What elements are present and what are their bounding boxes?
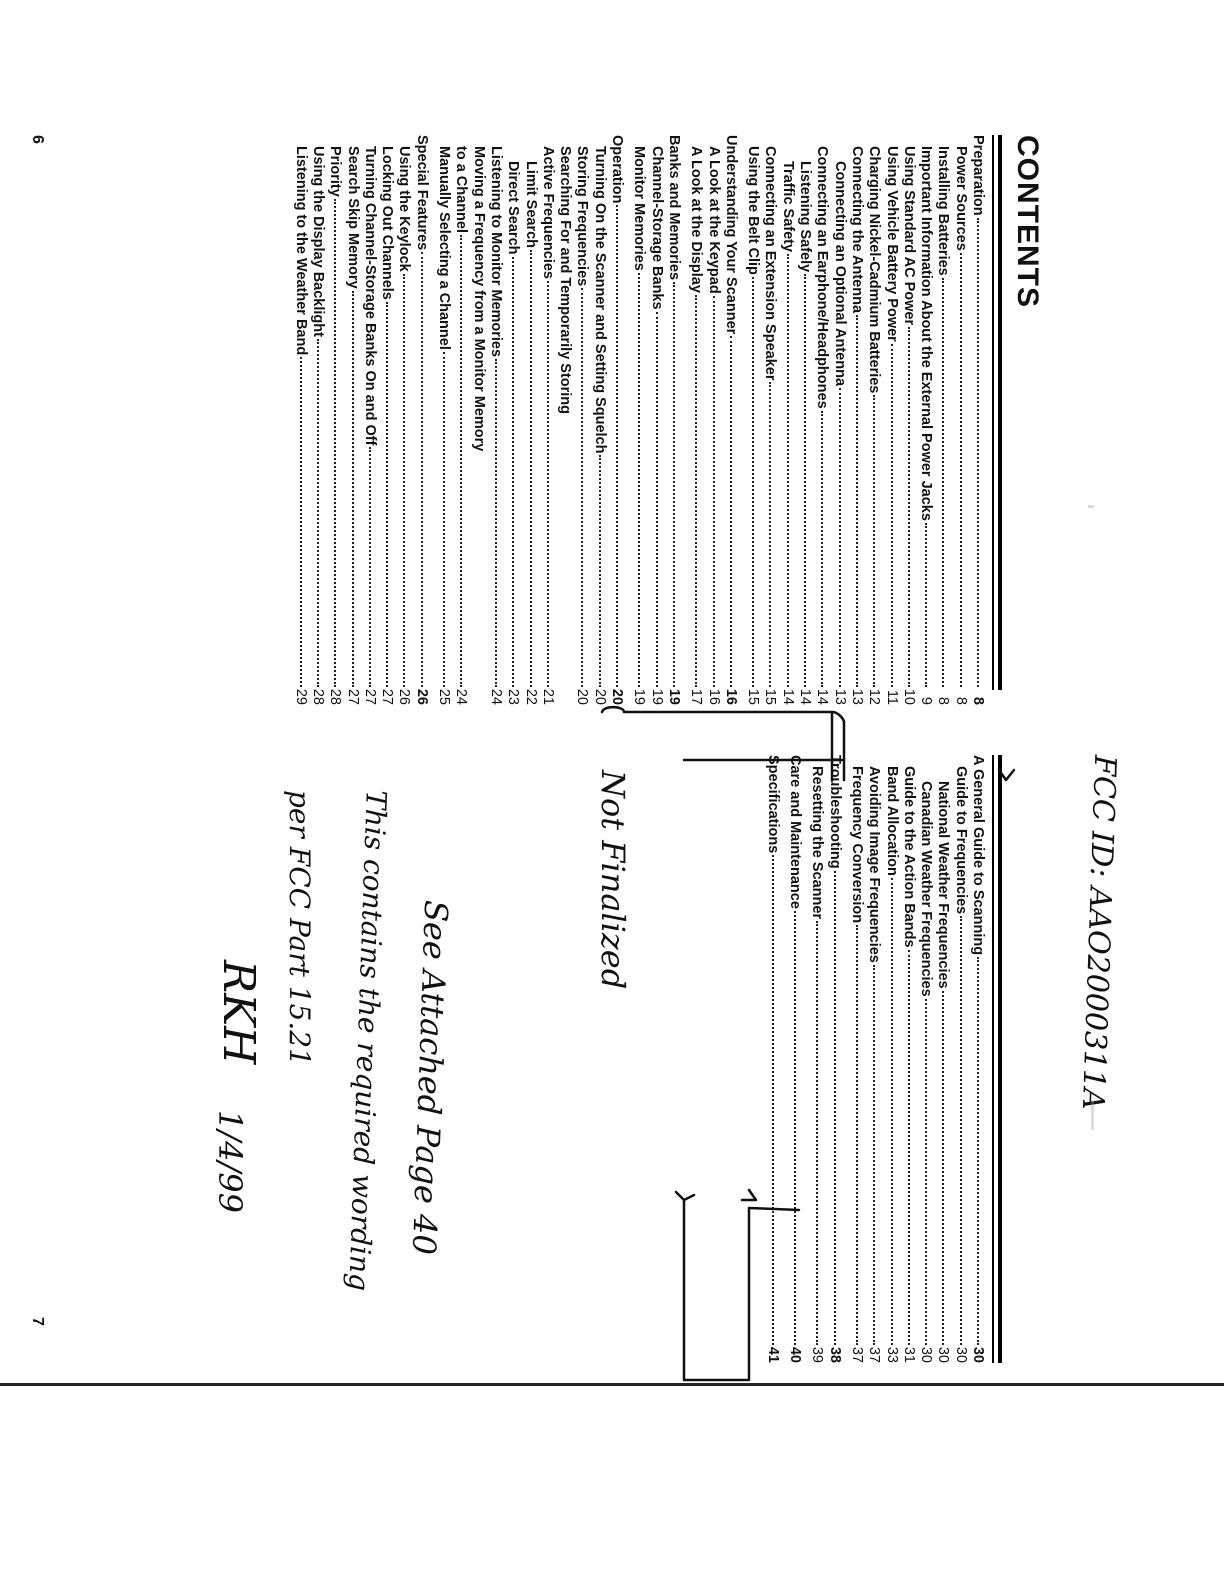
page-number-right: 7 [29,1317,46,1326]
toc-entry-label: Turning On the Scanner and Setting Squelch [591,146,608,454]
scan-speck [1091,1100,1094,1130]
toc-page-number: 27 [379,688,396,705]
toc-entry-label: Guide to the Action Bands [900,766,917,948]
toc-page-number: 15 [745,688,762,705]
toc-entry-label: to a Channel [453,146,470,234]
toc-entry-label: Preparation [970,135,986,216]
toc-page-number: 11 [883,689,900,705]
required-wording-handwriting: This contains the required wording [342,789,393,1292]
toc-page-number: 20 [609,688,626,705]
toc-entry-label: Avoiding Image Frequencies [866,766,883,963]
toc-page-number: 20 [591,688,608,705]
toc-entry-label: Connecting an Extension Speaker [762,146,779,381]
toc-entry-label: Limit Search [522,161,539,249]
toc-entry-label: Using the Display Backlight [310,146,327,337]
toc-entry-label: Canadian Weather Frequencies [918,781,935,997]
toc-page-number: 14 [797,688,814,705]
fcc-id-handwriting: FCC ID: AAO2000311A [1074,754,1123,1111]
toc-entry-label: Search Skip Memory [344,146,361,289]
toc-entry-label: Care and Maintenance [787,755,804,909]
toc-entry-label: Frequency Conversion [848,766,865,924]
toc-entry-label: Charging Nickel-Cadmium Batteries [866,146,883,394]
toc-page-number: 24 [453,688,470,705]
page-number-left: 6 [29,135,46,144]
toc-entry-label: Connecting the Antenna [848,146,865,314]
toc-entry-label: Searching For and Temporarily Storing [557,146,574,415]
toc-entry-label: Understanding Your Scanner [722,135,739,335]
toc-entry-label: Turning Channel-Storage Banks On and Off [361,146,378,446]
fcc-part-handwriting: per FCC Part 15.21 [283,790,316,1066]
toc-entry-label: Priority [327,146,344,197]
toc-page-number: 19 [665,688,682,705]
toc-entry-label: Monitor Memories [631,146,648,271]
not-finalized-handwriting: Not Finalized [594,770,632,990]
toc-entry-label: Power Sources [952,146,969,251]
toc-page-number: 27 [361,688,378,705]
initials-signature: RKH [213,960,264,1065]
toc-entry-label: A Look at the Keypad [705,146,722,294]
toc-entry-label: Active Frequencies [539,146,556,279]
toc-entry-label: Banks and Memories [665,135,682,281]
toc-page-number: 26 [413,688,430,705]
toc-entry-label: Using the Belt Clip [745,146,762,275]
toc-entry-label: Direct Search [505,161,522,255]
toc-page-number: 8 [935,696,952,705]
toc-page-number: 16 [722,688,739,705]
toc-page-number: 17 [688,688,705,705]
toc-entry-label: Listening to the Weather Band [292,146,309,356]
toc-entry-label: Listening to Monitor Memories [487,146,504,358]
toc-page-number: 31 [900,1346,917,1363]
see-attached-handwriting: See Attached Page 40 [404,899,456,1256]
toc-entry-label: Troubleshooting [826,755,843,869]
toc-page-number: 20 [574,688,591,705]
toc-entry-label: Channel-Storage Banks [648,146,665,310]
toc-page-number: 12 [866,688,883,705]
toc-entry-label: Traffic Safety [779,161,796,253]
toc-page-number: 15 [762,688,779,705]
toc-page-number: 13 [848,688,865,705]
toc-entry-label: Installing Batteries [935,146,952,276]
toc-entry-label: Guide to Frequencies [952,766,969,915]
toc-page-number: 30 [935,1346,952,1363]
toc-entry-label: Operation [609,135,626,204]
toc-page-number: 38 [826,1346,843,1363]
toc-entry-label: Storing Frequencies [574,146,591,287]
toc-page-number: 41 [764,1346,781,1363]
toc-page-number: 30 [952,1346,969,1363]
toc-page-number: 27 [344,688,361,705]
toc-entry-label: Listening Safely [797,161,814,273]
toc-entry-label: Resetting the Scanner [809,766,826,920]
scan-speck [1088,505,1094,508]
toc-page-number: 14 [779,688,796,705]
toc-page-number: 28 [327,688,344,705]
toc-page-number: 22 [522,688,539,705]
toc-entry-label: Locking Out Channels [379,146,396,300]
toc-page-number: 8 [970,696,986,705]
toc-page-number: 40 [787,1346,804,1363]
toc-entry-label: Special Features [413,135,430,251]
toc-page-number: 25 [436,688,453,705]
toc-entry-label: Manually Selecting a Channel [436,146,453,350]
signature-date: 1/4/99 [211,1110,249,1213]
toc-entry-label: Specifications [764,755,781,854]
toc-page-number: 39 [809,1346,826,1363]
toc-page-number: 37 [848,1346,865,1363]
toc-page-number: 8 [952,696,969,705]
toc-page-number: 30 [918,1346,935,1363]
toc-page-number: 30 [970,1346,986,1363]
toc-entry-label: A General Guide to Scanning [970,755,986,956]
toc-page-number: 14 [814,688,831,705]
toc-page-number: 37 [866,1346,883,1363]
toc-page-number: 10 [900,688,917,705]
toc-entry-label: A Look at the Display [688,146,705,293]
toc-page-number: 26 [396,688,413,705]
toc-page-number: 33 [883,1346,900,1363]
toc-entry-label: Connecting an Earphone/Headphones [814,146,831,409]
toc-page-number: 28 [310,688,327,705]
toc-page-number: 13 [831,688,848,705]
toc-page-number: 16 [705,688,722,705]
toc-entry-label: Using Standard AC Power [900,146,917,326]
toc-entry-label: Connecting an Optional Antenna [831,161,848,387]
toc-entry-label: Moving a Frequency from a Monitor Memory [470,146,487,452]
toc-entry-label: Band Allocation [883,766,900,876]
toc-page-number: 23 [505,688,522,705]
toc-page-number: 21 [539,688,556,705]
toc-page-number: 9 [918,696,935,705]
toc-entry-label: Using Vehicle Battery Power [883,146,900,342]
toc-page-number: 19 [648,688,665,705]
toc-entry-label: Using the Keylock [396,146,413,272]
toc-entry-label: Important Information About the External Power Jacks [918,146,935,521]
toc-page-number: 19 [631,688,648,705]
toc-entry-label: National Weather Frequencies [935,781,952,989]
page-title: CONTENTS [1011,135,1044,308]
toc-page-number: 29 [292,688,309,705]
toc-page-number: 24 [487,688,504,705]
